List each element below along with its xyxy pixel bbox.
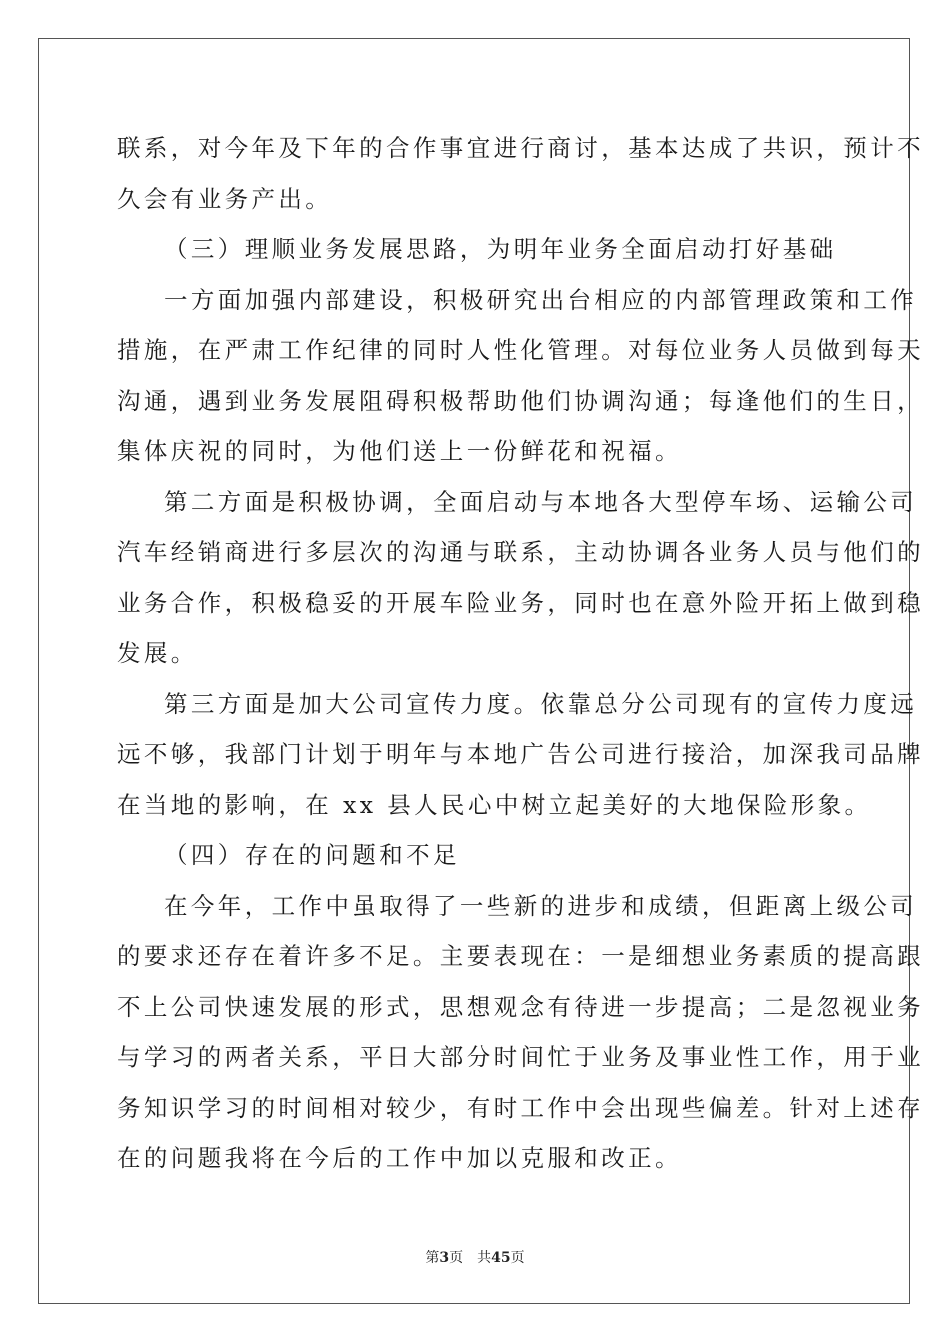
page-prefix: 第	[425, 1250, 440, 1266]
text-line: 在的问题我将在今后的工作中加以克服和改正。	[117, 1144, 682, 1172]
text-line: 联系，对今年及下年的合作事宜进行商讨，基本达成了共识，预计不	[117, 134, 924, 162]
page-suffix: 页	[449, 1250, 464, 1266]
document-body	[117, 123, 924, 1184]
page-number: 3	[439, 1250, 450, 1266]
text-line: 务知识学习的时间相对较少，有时工作中会出现些偏差。针对上述存	[117, 1093, 924, 1122]
text-line: 沟通，遇到业务发展阻碍积极帮助他们协调沟通；每逢他们的生日，	[117, 386, 924, 415]
text-line: 一方面加强内部建设，积极研究出台相应的内部管理政策和工作	[164, 285, 918, 314]
text-line: 第三方面是加大公司宣传力度。依靠总分公司现有的宣传力度远	[164, 689, 918, 718]
text-line: 业务合作，积极稳妥的开展车险业务，同时也在意外险开拓上做到稳	[117, 588, 924, 617]
total-pages: 45	[491, 1250, 511, 1266]
section-heading: （四）存在的问题和不足	[164, 841, 460, 869]
text-line: 集体庆祝的同时，为他们送上一份鲜花和祝福。	[117, 437, 682, 465]
page-footer	[0, 1247, 950, 1267]
text-line: 发展。	[117, 639, 198, 667]
total-prefix: 共	[477, 1250, 492, 1266]
text-line: 不上公司快速发展的形式，思想观念有待进一步提高；二是忽视业务	[117, 992, 924, 1021]
text-line: 在当地的影响，在 xx 县人民心中树立起美好的大地保险形象。	[117, 790, 872, 819]
text-line: 第二方面是积极协调，全面启动与本地各大型停车场、运输公司	[164, 487, 918, 516]
total-suffix: 页	[510, 1250, 525, 1266]
text-line: 汽车经销商进行多层次的沟通与联系，主动协调各业务人员与他们的	[117, 538, 924, 566]
text-line: 在今年，工作中虽取得了一些新的进步和成绩，但距离上级公司	[164, 891, 918, 920]
text-line: 久会有业务产出。	[117, 184, 333, 213]
text-line: 与学习的两者关系，平日大部分时间忙于业务及事业性工作，用于业	[117, 1043, 924, 1071]
text-line: 的要求还存在着许多不足。主要表现在：一是细想业务素质的提高跟	[117, 942, 924, 970]
section-heading: （三）理顺业务发展思路，为明年业务全面启动打好基础	[164, 235, 837, 263]
text-line: 远不够，我部门计划于明年与本地广告公司进行接洽，加深我司品牌	[117, 740, 924, 768]
text-line: 措施，在严肃工作纪律的同时人性化管理。对每位业务人员做到每天	[117, 336, 924, 364]
